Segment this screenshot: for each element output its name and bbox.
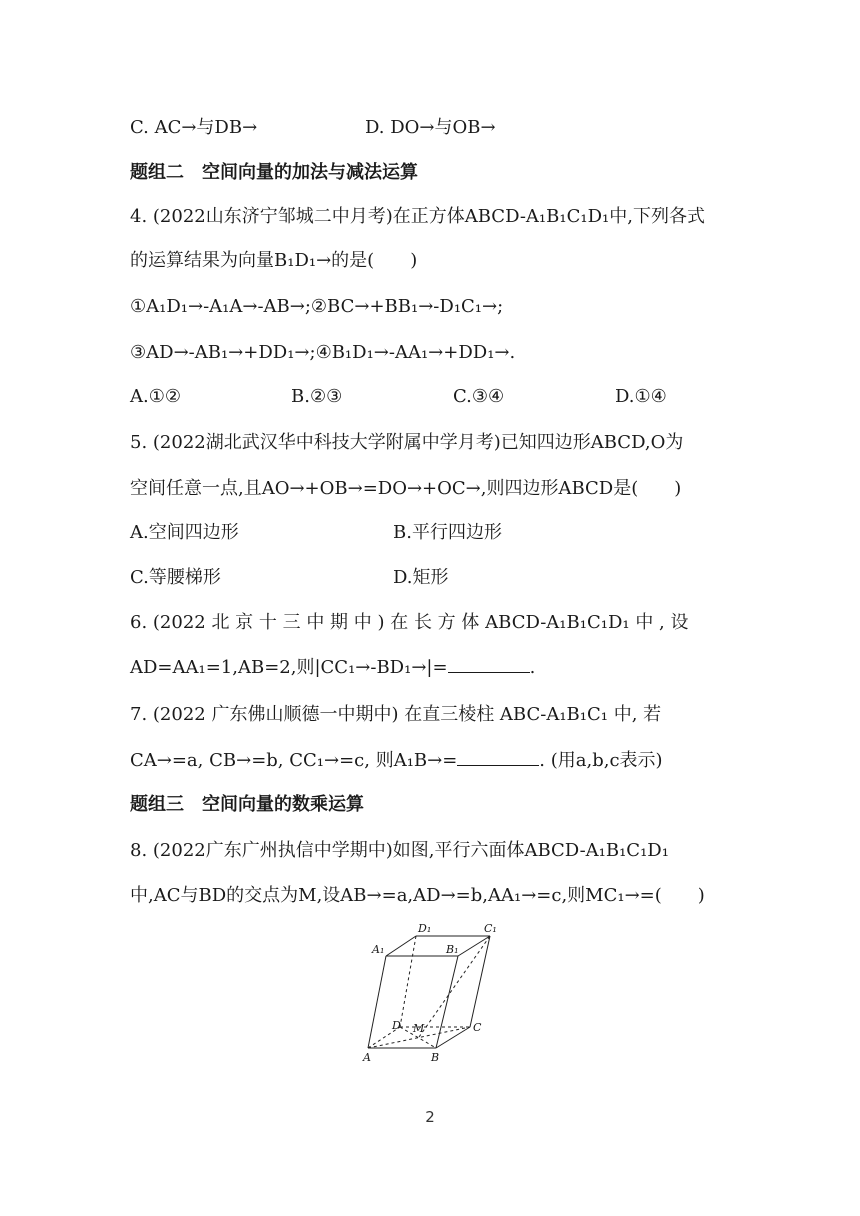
label-d: D — [392, 1019, 401, 1032]
label-b1: B₁ — [446, 943, 459, 956]
label-a1: A₁ — [372, 943, 385, 956]
option-c: C. AC→与DB→ — [130, 117, 258, 138]
section-heading-2: 题组二 空间向量的加法与减法运算 — [130, 162, 418, 183]
q4-stem-line2: 的运算结果为向量B₁D₁→的是( ) — [130, 250, 418, 271]
q6-answer-blank[interactable] — [448, 658, 530, 673]
q6-stem-line2 — [130, 657, 535, 679]
q5-stem-line2: 空间任意一点,且AO→+OB→=DO→+OC→,则四边形ABCD是( ) — [130, 478, 682, 499]
q4-option-d: D.①④ — [615, 386, 667, 407]
q4-stem-line1: 4. (2022山东济宁邹城二中月考)在正方体ABCD-A₁B₁C₁D₁中,下列各式 — [130, 206, 705, 227]
q6-expression: AD=AA₁=1,AB=2,则|CC₁→-BD₁→|= — [130, 657, 448, 678]
q7-expression: CA→=a, CB→=b, CC₁→=c, 则A₁B→= — [130, 750, 458, 771]
q4-option-a: A.①② — [130, 386, 181, 407]
q6-stem-line1: 6. (2022 北 京 十 三 中 期 中 ) 在 长 方 体 ABCD-A₁B₁C₁D₁ 中 , 设 — [130, 612, 689, 633]
label-a: A — [363, 1051, 371, 1064]
q4-expr-line1: ①A₁D₁→-A₁A→-AB→;②BC→+BB₁→-D₁C₁→; — [130, 296, 504, 317]
q4-option-b: B.②③ — [291, 386, 343, 407]
q7-stem-line1: 7. (2022 广东佛山顺德一中期中) 在直三棱柱 ABC-A₁B₁C₁ 中, 若 — [130, 704, 662, 725]
page-number: 2 — [425, 1108, 435, 1126]
q4-option-c: C.③④ — [453, 386, 505, 407]
q5-option-a: A.空间四边形 — [130, 522, 239, 543]
q5-stem-line1: 5. (2022湖北武汉华中科技大学附属中学月考)已知四边形ABCD,O为 — [130, 432, 684, 453]
q5-option-d: D.矩形 — [393, 567, 449, 588]
q5-option-c: C.等腰梯形 — [130, 567, 221, 588]
q7-note: . (用a,b,c表示) — [539, 750, 663, 771]
label-m: M — [413, 1022, 425, 1035]
q8-stem-line2: 中,AC与BD的交点为M,设AB→=a,AD→=b,AA₁→=c,则MC₁→=( ) — [130, 885, 705, 906]
label-b: B — [431, 1051, 440, 1064]
label-c1: C₁ — [484, 922, 497, 935]
q7-stem-line2 — [130, 750, 663, 772]
section-heading-3: 题组三 空间向量的数乘运算 — [130, 794, 364, 815]
label-c: C — [473, 1021, 482, 1034]
q8-stem-line1: 8. (2022广东广州执信中学期中)如图,平行六面体ABCD-A₁B₁C₁D₁ — [130, 840, 669, 861]
q6-period: . — [529, 657, 536, 678]
label-d1: D₁ — [418, 922, 432, 935]
option-d: D. DO→与OB→ — [365, 117, 496, 138]
q5-option-b: B.平行四边形 — [393, 522, 502, 543]
q7-answer-blank[interactable] — [457, 751, 539, 766]
q4-expr-line2: ③AD→-AB₁→+DD₁→;④B₁D₁→-AA₁→+DD₁→. — [130, 342, 516, 363]
parallelepiped-figure — [360, 920, 510, 1070]
